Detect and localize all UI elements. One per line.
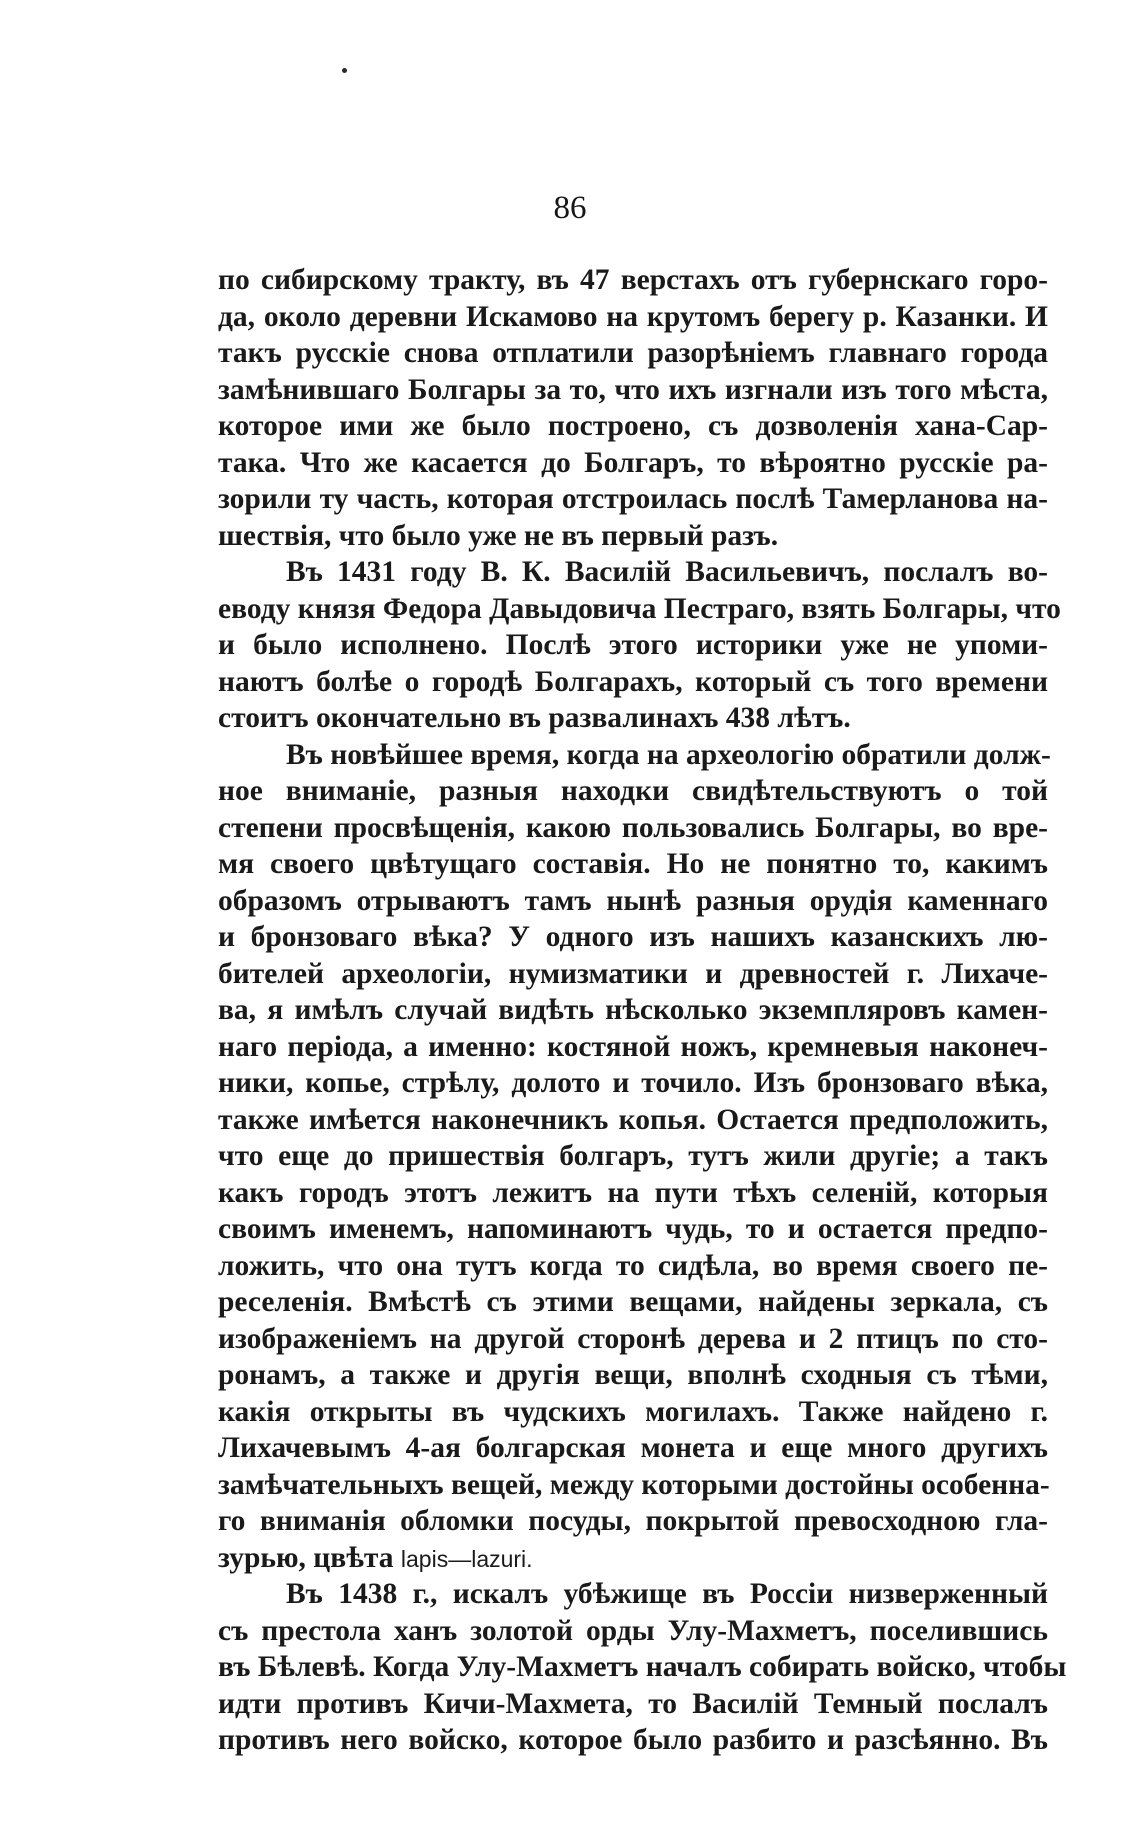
text-line: стоитъ окончательно въ развалинахъ 438 лѣтъ. — [218, 702, 851, 734]
paragraph-1 — [218, 262, 1048, 554]
text-line: наютъ болѣе о городѣ Болгарахъ, который съ того времени — [218, 665, 1048, 698]
text-line: съ престола ханъ золотой орды Улу-Махметъ, поселившись — [218, 1614, 1048, 1647]
text-line: Лихачевымъ 4-ая болгарская монета и еще много другихъ — [218, 1432, 1048, 1464]
text-line: наго періода, а именно: костяной ножъ, кремневыя наконеч- — [218, 1030, 1048, 1063]
page-number: 86 — [553, 190, 587, 226]
body-text — [218, 262, 1067, 1759]
text-line: ложить, что она тутъ когда то сидѣла, во время своего пе- — [218, 1249, 1048, 1282]
text-line — [218, 1540, 1048, 1577]
text-line: шествія, что было уже не въ первый разъ. — [218, 519, 779, 552]
text-line: идти противъ Кичи-Махмета, то Василій Темный послалъ — [218, 1687, 1048, 1720]
text-line: что еще до пришествія болгаръ, тутъ жили другіе; а такъ — [218, 1140, 1048, 1172]
text-line: какъ городъ этотъ лежитъ на пути тѣхъ селеній, которыя — [218, 1176, 1048, 1209]
text-line: еводу князя Федора Давыдовича Пестраго, взять Болгары, что — [218, 592, 1061, 625]
text-line: степени просвѣщенія, какою пользовались Болгары, во вре- — [218, 811, 1048, 844]
text-line: ники, копье, стрѣлу, долото и точило. Изъ бронзоваго вѣка, — [218, 1067, 1048, 1099]
text-line: по сибирскому тракту, въ 47 верстахъ отъ губернскаго горо- — [218, 264, 1048, 296]
text-line: ное вниманіе, разныя находки свидѣтельствуютъ о той — [218, 775, 1048, 807]
ink-speck — [342, 68, 347, 73]
text-line: бителей археологіи, нумизматики и древностей г. Лихаче- — [218, 957, 1048, 990]
text-line: Въ новѣйшее время, когда на археологію обратили долж- — [286, 738, 1051, 771]
text-line: въ Бѣлевѣ. Когда Улу-Махметъ началъ собирать войско, чтобы — [218, 1651, 1067, 1683]
text-line: да, около деревни Искамово на крутомъ берегу р. Казанки. И — [218, 300, 1048, 333]
text-line: ва, я имѣлъ случай видѣть нѣсколько экземпляровъ камен- — [218, 994, 1048, 1026]
text-line: какія открыты въ чудскихъ могилахъ. Также найдено г. — [218, 1395, 1048, 1428]
text-line: Въ 1431 году В. К. Василій Васильевичъ, послалъ во- — [286, 556, 1048, 588]
text-line: го вниманія обломки посуды, покрытой превосходною гла- — [218, 1505, 1048, 1537]
text-line: и было исполнено. Послѣ этого историки уже не упоми- — [218, 629, 1048, 661]
latin-term: lapis—lazuri. — [400, 1545, 533, 1572]
text-line: также имѣется наконечникъ копья. Остается предположить, — [218, 1103, 1048, 1136]
text-line: зорили ту часть, которая отстроилась послѣ Тамерланова на- — [218, 483, 1048, 515]
text-line: мя своего цвѣтущаго составія. Но не понятно то, какимъ — [218, 848, 1048, 880]
text-fragment: зурью, цвѣта — [218, 1541, 401, 1574]
text-line: Въ 1438 г., искалъ убѣжище въ Россіи низверженный — [286, 1578, 1048, 1610]
text-line: противъ него войско, которое было разбито и разсѣянно. Въ — [218, 1724, 1048, 1756]
text-line: которое ими же было построено, съ дозволенія хана-Сар- — [218, 410, 1048, 442]
text-line: своимъ именемъ, напоминаютъ чудь, то и остается предпо- — [218, 1213, 1048, 1245]
text-line: реселенія. Вмѣстѣ съ этими вещами, найдены зеркала, съ — [218, 1286, 1048, 1318]
paragraph-3 — [218, 737, 1051, 1577]
text-line: и бронзоваго вѣка? У одного изъ нашихъ казанскихъ лю- — [218, 921, 1048, 953]
paragraph-4 — [218, 1576, 1067, 1759]
text-line: такъ русскіе снова отплатили разорѣніемъ главнаго города — [218, 337, 1048, 369]
text-line: ронамъ, а также и другія вещи, вполнѣ сходныя съ тѣми, — [218, 1359, 1048, 1391]
text-line: замѣчательныхъ вещей, между которыми достойны особенна- — [218, 1468, 1050, 1501]
text-line: образомъ отрываютъ тамъ нынѣ разныя орудія каменнаго — [218, 884, 1048, 917]
text-line: така. Что же касается до Болгаръ, то вѣроятно русскіе ра- — [218, 446, 1048, 479]
text-line: изображеніемъ на другой сторонѣ дерева и 2 птицъ по сто- — [218, 1322, 1048, 1355]
paragraph-2 — [218, 554, 1061, 737]
text-line: замѣнившаго Болгары за то, что ихъ изгнали изъ того мѣста, — [218, 373, 1048, 406]
